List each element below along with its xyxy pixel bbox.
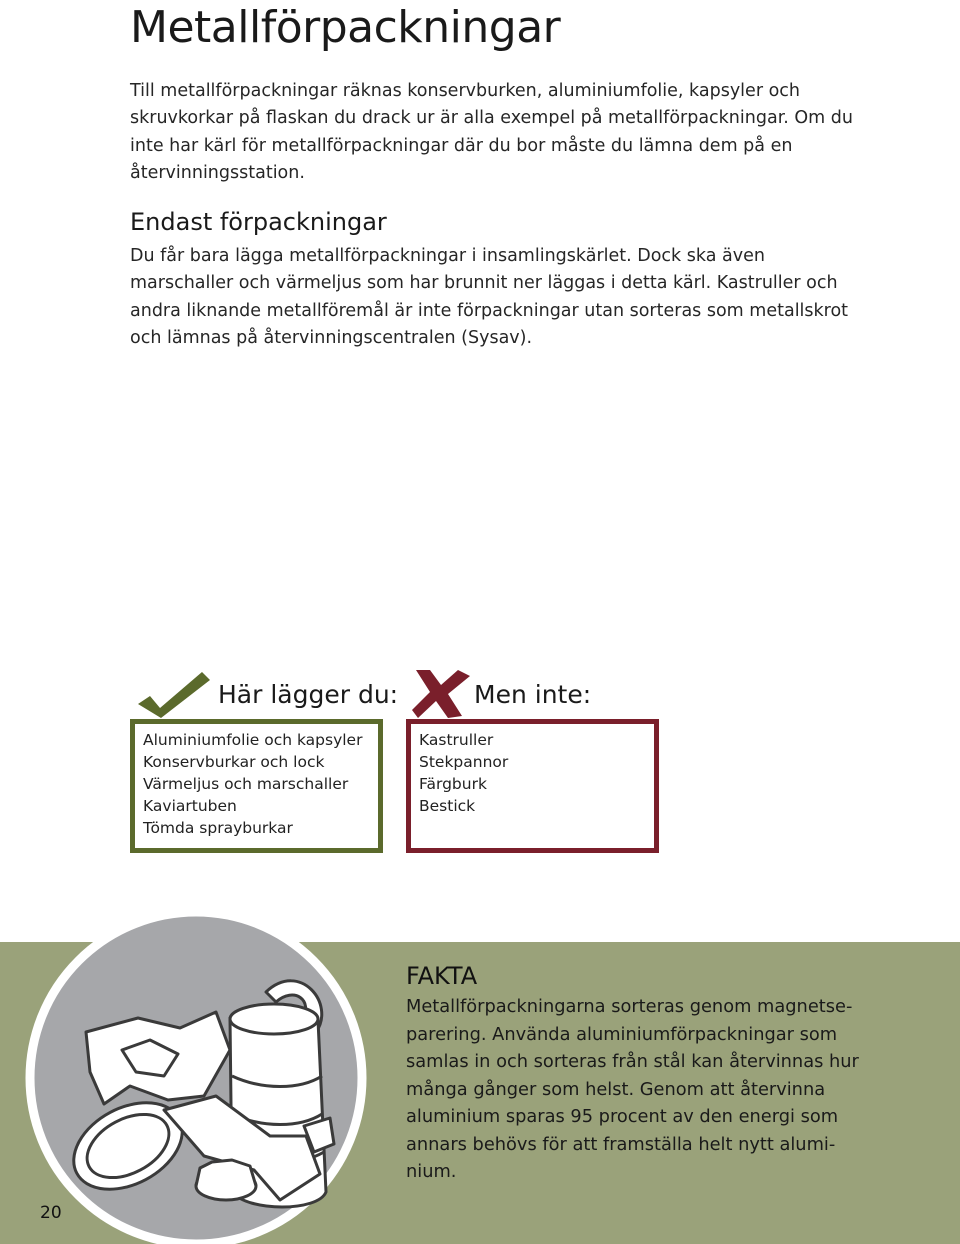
accepted-list bbox=[143, 729, 378, 839]
check-icon bbox=[136, 670, 212, 720]
fakta-line: många gånger som helst. Genom att återvinna bbox=[406, 1079, 826, 1100]
list-item: Tömda sprayburkar bbox=[143, 819, 293, 837]
fakta-line: aluminium sparas 95 procent av den energi som bbox=[406, 1106, 839, 1127]
page-title: Metallförpackningar bbox=[130, 2, 561, 53]
rejected-list bbox=[419, 729, 654, 817]
intro-paragraph: Till metallförpackningar räknas konservburken, aluminiumfolie, kapsyler och skruvkorkar på flaskan du drack ur är alla exempel på metallförpackningar. Om du inte har kärl för metallförpackningar där du bor måste du lämna dem på en återvinningsstation. bbox=[130, 81, 853, 183]
list-item: Konservburkar och lock bbox=[143, 753, 325, 771]
list-item: Värmeljus och marschaller bbox=[143, 775, 349, 793]
fakta-line: parering. Använda aluminiumförpackningar som bbox=[406, 1024, 838, 1045]
accepted-list-box bbox=[130, 719, 383, 853]
cross-icon bbox=[410, 668, 472, 720]
list-item: Stekpannor bbox=[419, 753, 509, 771]
fakta-line: nium. bbox=[406, 1161, 457, 1182]
list-item: Bestick bbox=[419, 797, 476, 815]
fakta-line: annars behövs för att framställa helt nytt alumi- bbox=[406, 1134, 836, 1155]
list-item: Aluminiumfolie och kapsyler bbox=[143, 731, 363, 749]
page-number: 20 bbox=[40, 1203, 62, 1223]
fakta-line: samlas in och sorteras från stål kan återvinnas hur bbox=[406, 1051, 859, 1072]
rejected-heading: Men inte: bbox=[474, 680, 592, 709]
rejected-list-box bbox=[406, 719, 659, 853]
fakta-line: Metallförpackningarna sorteras genom magnetse- bbox=[406, 996, 853, 1017]
list-item: Färgburk bbox=[419, 775, 487, 793]
accepted-heading: Här lägger du: bbox=[218, 680, 399, 709]
list-item: Kastruller bbox=[419, 731, 494, 749]
metal-packaging-illustration bbox=[18, 900, 368, 1244]
list-item: Kaviartuben bbox=[143, 797, 237, 815]
fakta-heading: FAKTA bbox=[406, 962, 478, 990]
section-paragraph: Du får bara lägga metallförpackningar i insamlingskärlet. Dock ska även marschaller och värmeljus som har brunnit ner läggas i detta kärl. Kastruller och andra liknande metallföremål är inte förpackningar utan sorteras som metallskrot och lämnas på återvinningscentralen (Sysav). bbox=[130, 246, 849, 348]
section-heading: Endast förpackningar bbox=[130, 208, 387, 236]
